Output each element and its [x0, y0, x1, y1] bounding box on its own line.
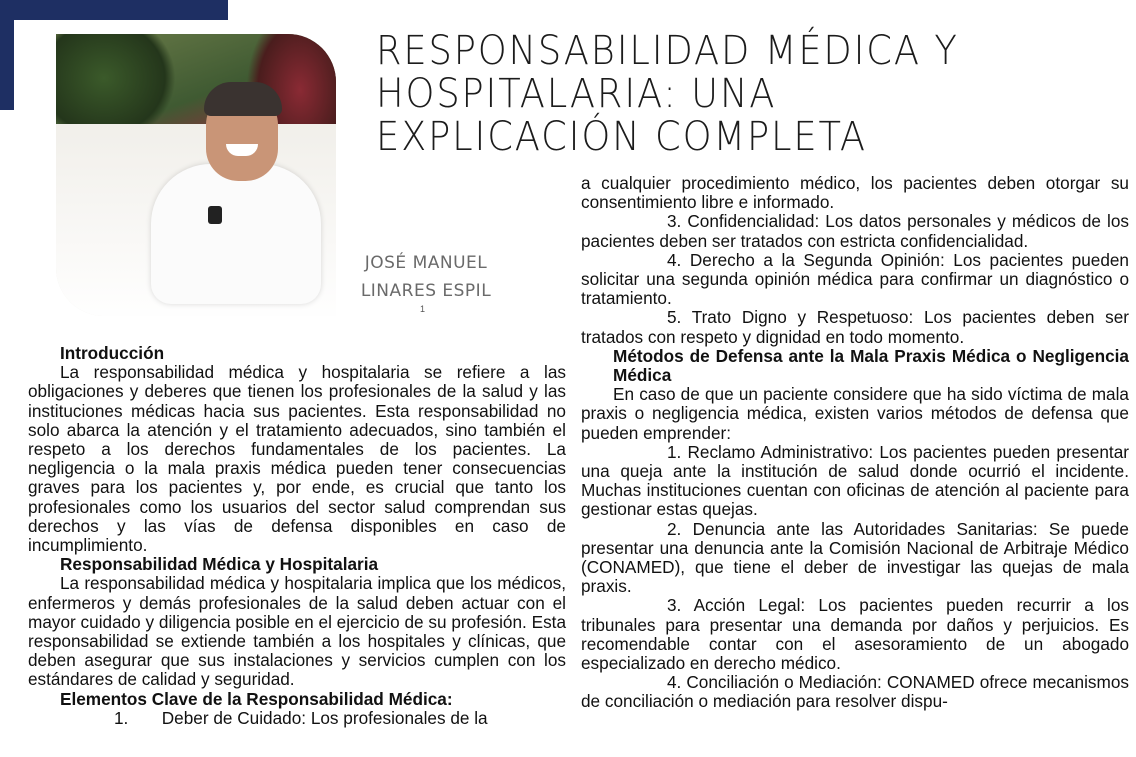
defense-heading: Métodos de Defensa ante la Mala Praxis Médica o Negligencia Médica — [613, 345, 1129, 386]
side-accent-bar — [0, 0, 14, 110]
list-item: 1. Deber de Cuidado: Los profesionales de la — [114, 707, 488, 728]
left-column — [28, 344, 566, 728]
header-accent-bar — [0, 0, 228, 20]
author-last-name: LINARES ESPIL — [360, 281, 492, 301]
list-item: 2. Denuncia ante las Autoridades Sanitarias: Se puede presentar una denuncia ante la Comisión Nacional de Arbitraje Médico (CONAMED), que tiene el deber de investigar las quejas de mala praxis. — [581, 518, 1129, 597]
list-item: 3. Acción Legal: Los pacientes pueden recurrir a los tribunales para presentar una demanda por daños y perjuicios. Es recomendable contar con el asesoramiento de un abogado especializado en derecho médico. — [581, 595, 1129, 674]
author-photo — [56, 34, 336, 316]
list-item: 4. Derecho a la Segunda Opinión: Los pacientes pueden solicitar una segunda opinión médica para confirmar un diagnóstico o tratamiento. — [581, 249, 1129, 309]
footnote-mark: 1 — [420, 304, 426, 314]
article-title: RESPONSABILIDAD MÉDICA Y HOSPITALARIA: UNA EXPLICACIÓN COMPLETA — [376, 28, 959, 160]
list-item: 3. Confidencialidad: Los datos personales y médicos de los pacientes deben ser tratados con estricta confidencialidad. — [581, 211, 1129, 251]
list-item: 1. Reclamo Administrativo: Los pacientes pueden presentar una queja ante la institución de salud donde ocurrió el incidente. Muchas instituciones cuentan con oficinas de atención al paciente para gestionar estas quejas. — [581, 441, 1129, 520]
author-first-name: JOSÉ MANUEL — [364, 253, 488, 273]
continuation-paragraph: a cualquier procedimiento médico, los pacientes deben otorgar su consentimiento libre e informado. — [581, 173, 1129, 213]
intro-heading: Introducción — [60, 343, 165, 363]
list-item: 5. Trato Digno y Respetuoso: Los pacientes deben ser tratados con respeto y dignidad en todo momento. — [581, 307, 1129, 347]
elements-heading: Elementos Clave de la Responsabilidad Médica: — [60, 688, 453, 709]
section-paragraph: La responsabilidad médica y hospitalaria implica que los médicos, enfermeros y demás profesionales de la salud deben actuar con el mayor cuidado y diligencia posible en el ejercicio de su profesión. Esta responsabilidad se extiende también a los hospitales y clínicas, que deben asegurar que sus instalaciones y servicios cumplen con los estándares de calidad y seguridad. — [28, 573, 566, 690]
section-heading: Responsabilidad Médica y Hospitalaria — [60, 554, 379, 575]
defense-intro: En caso de que un paciente considere que ha sido víctima de mala praxis o negligencia médica, existen varios métodos de defensa que pueden emprender: — [581, 384, 1129, 443]
right-column — [581, 174, 1129, 712]
list-item: 4. Conciliación o Mediación: CONAMED ofrece mecanismos de conciliación o mediación para resolver dispu- — [581, 672, 1129, 712]
intro-paragraph: La responsabilidad médica y hospitalaria se refiere a las obligaciones y deberes que tienen los profesionales de la salud y las instituciones médicas hacia sus pacientes. Esta responsabilidad no solo abarca la atención y el tratamiento adecuados, sino también el respeto a los derechos fundamentales de los pacientes. La negligencia o la mala praxis médica pueden tener consecuencias graves para los pacientes y, por ende, es crucial que tanto los profesionales como los usuarios del sector salud comprendan sus derechos y las vías de defensa disponibles en caso de incumplimiento. — [28, 362, 566, 556]
author-name — [340, 249, 512, 305]
